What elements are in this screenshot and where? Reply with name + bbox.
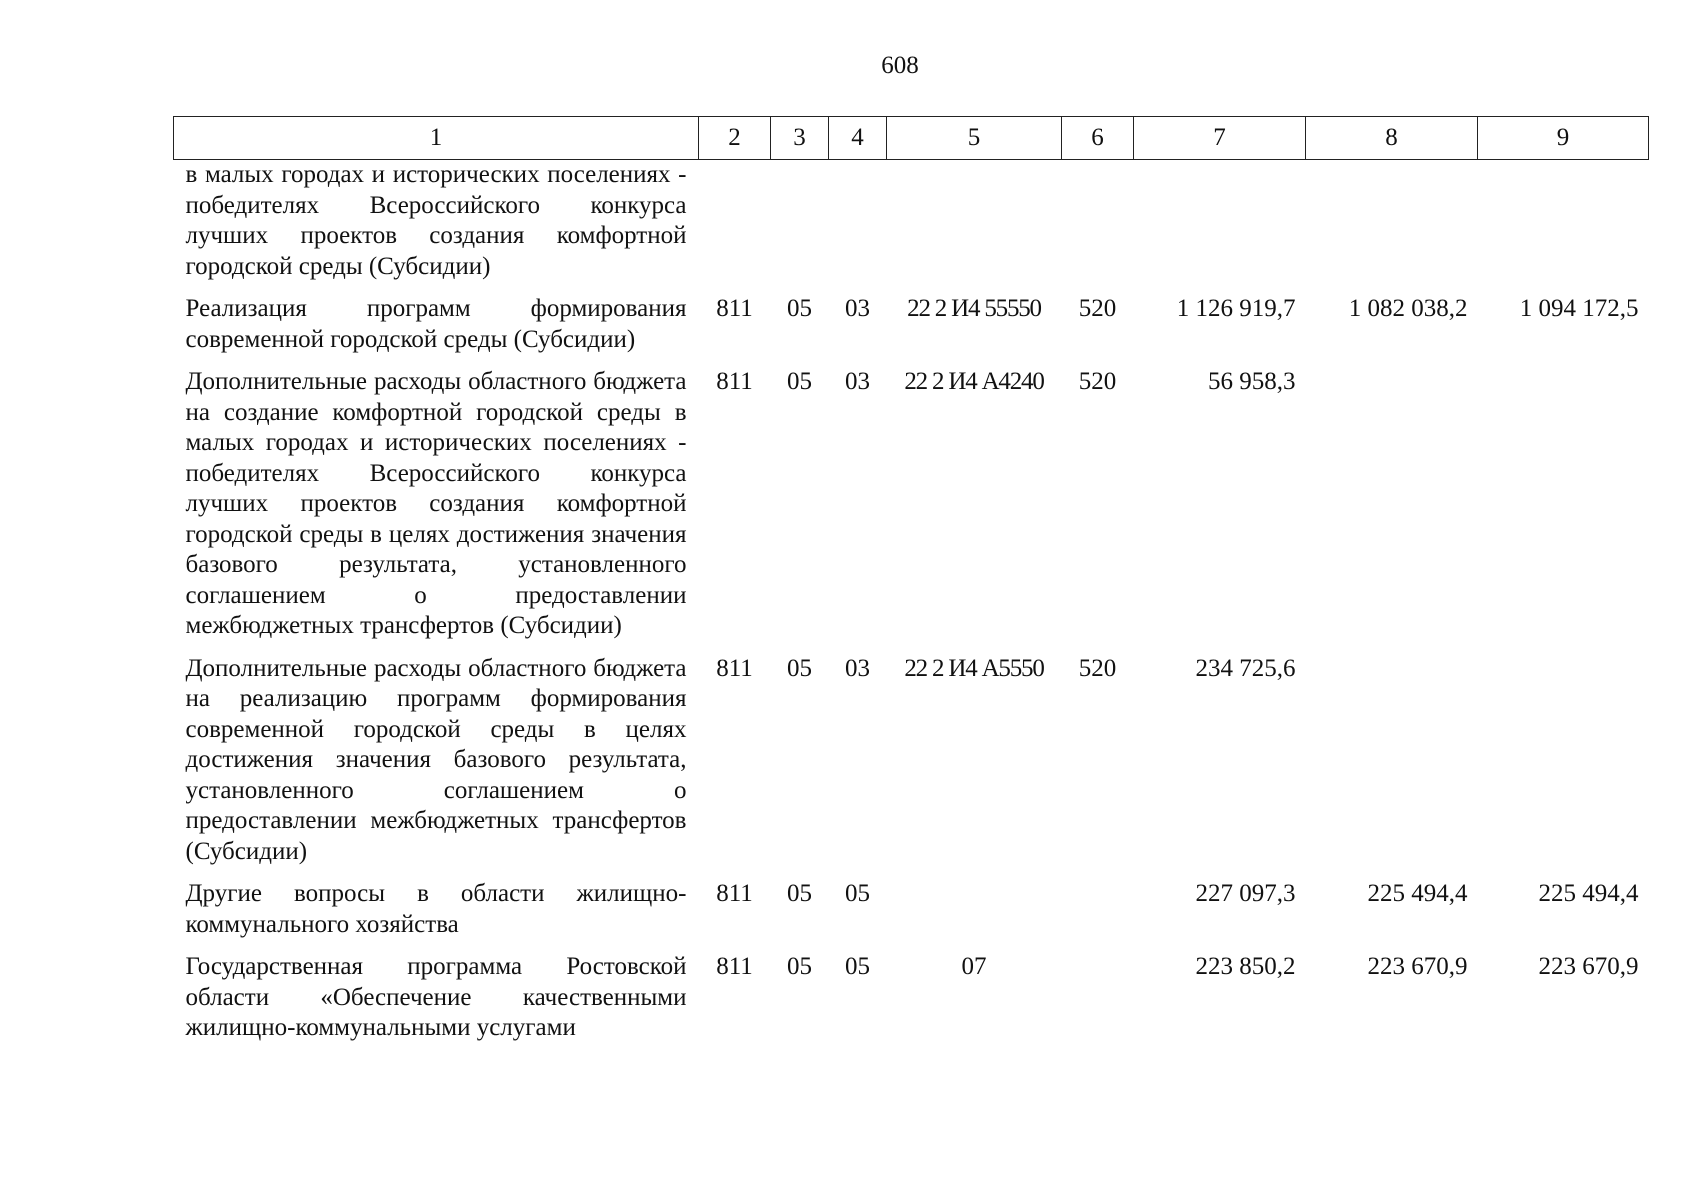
- row-description: Дополнительные расходы областного бюджета на реализацию программ формирования современной городской среды в целях достижения значения базового результата, установленного соглашением о предоставлении межбюджетных трансфертов (Субсидии): [185, 654, 687, 865]
- cell-target-code: [887, 879, 1062, 952]
- cell-amount-col9: 225 494,4: [1538, 880, 1639, 907]
- cell-amount-col8: 1 082 038,2: [1348, 295, 1468, 322]
- row-description: Дополнительные расходы областного бюджета на создание комфортной городской среды в малых городах и исторических поселениях - победителях Всероссийского конкурса лучших проектов создания комфортной городской среды в целях достижения значения базового результата, установленного соглашением о предоставлении межбюджетных трансфертов (Субсидии): [185, 368, 687, 639]
- table-row: [174, 654, 1649, 880]
- cell-ministry-code: 811: [716, 953, 753, 980]
- cell-section-code: 05: [787, 295, 812, 322]
- header-col-2: 2: [699, 117, 771, 160]
- cell-ministry-code: 811: [716, 654, 753, 682]
- cell-section-code: 05: [787, 368, 812, 395]
- cell-amount-col8: 223 670,9: [1367, 953, 1468, 980]
- cell-amount-col9: [1478, 367, 1649, 654]
- header-col-5: 5: [887, 117, 1062, 160]
- row-description: Реализация программ формирования современной городской среды (Субсидии): [185, 295, 687, 353]
- table-row: [174, 294, 1649, 367]
- table-header: [174, 117, 1649, 160]
- row-description: в малых городах и исторических поселениях - победителях Всероссийского конкурса лучших проектов создания комфортной городской среды (Субсидии): [185, 161, 687, 280]
- header-col-7: 7: [1134, 117, 1306, 160]
- cell-amount-col8: [1306, 367, 1478, 654]
- cell-section-code: [771, 160, 829, 295]
- header-col-6: 6: [1062, 117, 1134, 160]
- header-col-9: 9: [1478, 117, 1649, 160]
- cell-subsection-code: 05: [845, 953, 870, 980]
- cell-amount-col9: 223 670,9: [1538, 953, 1639, 980]
- header-col-4: 4: [829, 117, 887, 160]
- cell-target-code: 07: [961, 953, 987, 980]
- cell-amount-col7: 223 850,2: [1195, 953, 1296, 980]
- row-description: Государственная программа Ростовской области «Обеспечение качественными жилищно-коммунальными услугами: [185, 953, 687, 1041]
- cell-amount-col7: 227 097,3: [1195, 880, 1296, 907]
- cell-ministry-code: 811: [716, 880, 753, 907]
- cell-target-code: 22 2 И4 А5550: [904, 654, 1044, 682]
- cell-amount-col9: [1478, 654, 1649, 880]
- cell-section-code: 05: [787, 654, 812, 682]
- cell-subsection-code: 03: [845, 368, 870, 395]
- cell-target-code: 22 2 И4 55550: [907, 295, 1041, 322]
- cell-expense-type: [1062, 879, 1134, 952]
- cell-amount-col7: 1 126 919,7: [1176, 295, 1296, 322]
- cell-amount-col8: [1306, 654, 1478, 880]
- cell-target-code: 22 2 И4 А4240: [904, 368, 1044, 395]
- cell-amount-col7: 56 958,3: [1208, 368, 1296, 395]
- cell-amount-col7: [1134, 160, 1306, 295]
- cell-section-code: 05: [787, 880, 812, 907]
- cell-expense-type: 520: [1078, 654, 1117, 682]
- cell-amount-col8: [1306, 160, 1478, 295]
- cell-expense-type: [1062, 160, 1134, 295]
- cell-subsection-code: [829, 160, 887, 295]
- cell-subsection-code: 03: [845, 295, 870, 322]
- table-row: [174, 367, 1649, 654]
- cell-ministry-code: [699, 160, 771, 295]
- cell-expense-type: 520: [1078, 295, 1117, 322]
- row-description: Другие вопросы в области жилищно-коммунального хозяйства: [185, 880, 687, 938]
- header-col-3: 3: [771, 117, 829, 160]
- table-row: [174, 952, 1649, 1056]
- page-number: 608: [881, 52, 919, 79]
- table-row: [174, 160, 1649, 295]
- cell-subsection-code: 03: [845, 654, 870, 682]
- cell-ministry-code: 811: [716, 368, 753, 395]
- cell-ministry-code: 811: [716, 295, 753, 322]
- cell-amount-col8: 225 494,4: [1367, 880, 1468, 907]
- cell-target-code: [887, 160, 1062, 295]
- cell-amount-col9: [1478, 160, 1649, 295]
- cell-expense-type: 520: [1078, 368, 1117, 395]
- cell-amount-col9: 1 094 172,5: [1519, 295, 1639, 322]
- cell-section-code: 05: [787, 953, 812, 980]
- header-col-1: 1: [174, 117, 699, 160]
- cell-expense-type: [1062, 952, 1134, 1056]
- table-row: [174, 879, 1649, 952]
- header-row: [174, 117, 1649, 160]
- cell-subsection-code: 05: [845, 880, 870, 907]
- header-col-8: 8: [1306, 117, 1478, 160]
- table-body: [174, 160, 1649, 1056]
- cell-amount-col7: 234 725,6: [1195, 654, 1296, 682]
- budget-table: [173, 116, 1649, 1056]
